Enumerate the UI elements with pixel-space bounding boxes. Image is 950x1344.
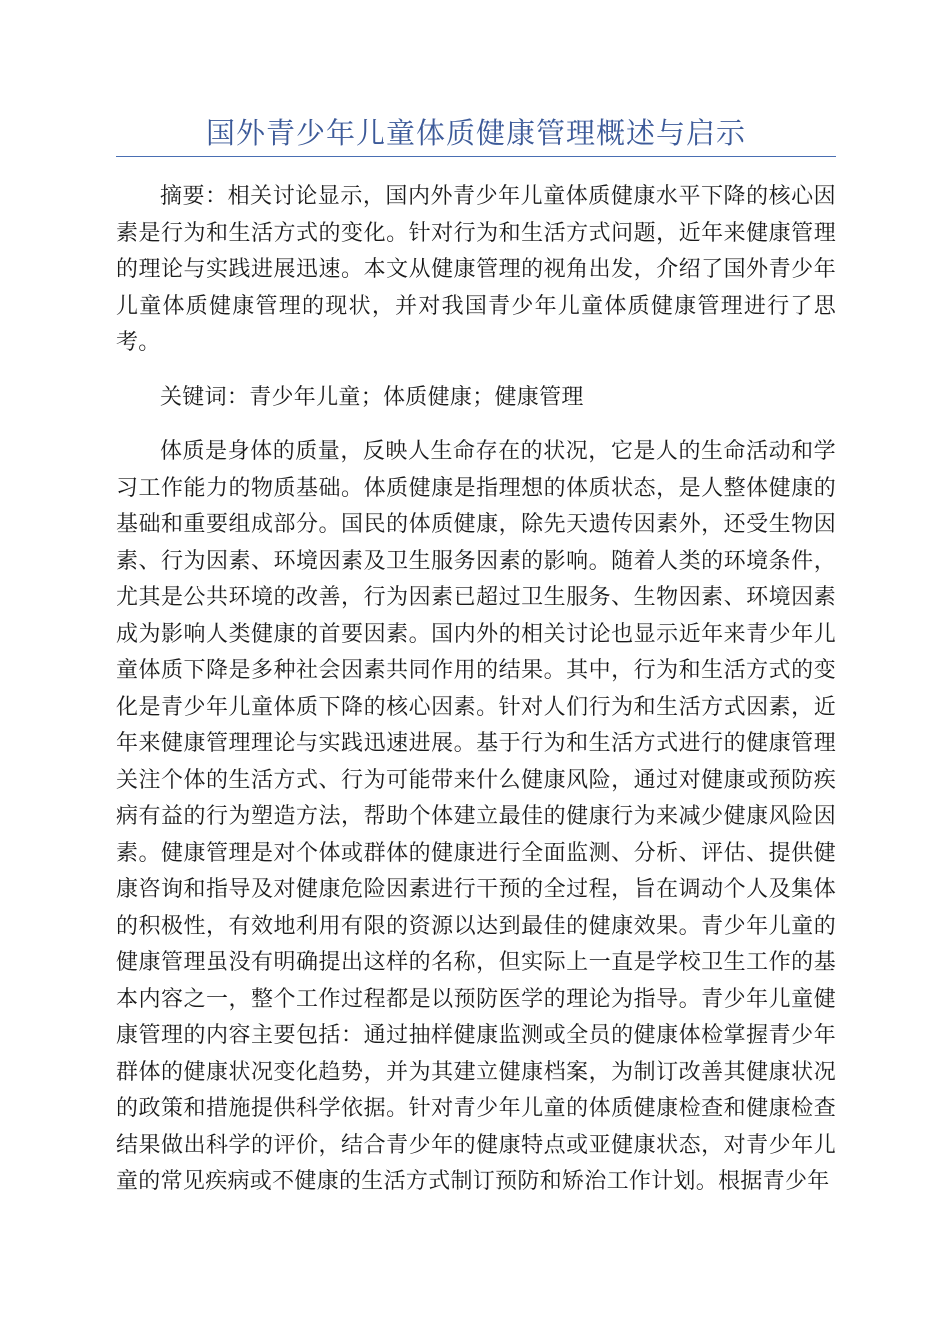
abstract-paragraph: 摘要：相关讨论显示，国内外青少年儿童体质健康水平下降的核心因素是行为和生活方式的变化。针对行为和生活方式问题，近年来健康管理的理论与实践进展迅速。本文从健康管理的视角出发，介绍了国外青少年儿童体质健康管理的现状，并对我国青少年儿童体质健康管理进行了思考。 <box>116 184 836 355</box>
document-page <box>116 110 836 1201</box>
document-title: 国外青少年儿童体质健康管理概述与启示 <box>205 116 746 150</box>
title-underline <box>116 156 836 157</box>
body-paragraph: 体质是身体的质量，反映人生命存在的状况，它是人的生命活动和学习工作能力的物质基础。体质健康是指理想的体质状态，是人整体健康的基础和重要组成部分。国民的体质健康，除先天遗传因素外，还受生物因素、行为因素、环境因素及卫生服务因素的影响。随着人类的环境条件，尤其是公共环境的改善，行为因素已超过卫生服务、生物因素、环境因素成为影响人类健康的首要因素。国内外的相关讨论也显示近年来青少年儿童体质下降是多种社会因素共同作用的结果。其中，行为和生活方式的变化是青少年儿童体质下降的核心因素。针对人们行为和生活方式因素，近年来健康管理理论与实践迅速进展。基于行为和生活方式进行的健康管理关注个体的生活方式、行为可能带来什么健康风险，通过对健康或预防疾病有益的行为塑造方法，帮助个体建立最佳的健康行为来减少健康风险因素。健康管理是对个体或群体的健康进行全面监测、分析、评估、提供健康咨询和指导及对健康危险因素进行干预的全过程，旨在调动个人及集体的积极性，有效地利用有限的资源以达到最佳的健康效果。青少年儿童的健康管理虽没有明确提出这样的名称，但实际上一直是学校卫生工作的基本内容之一，整个工作过程都是以预防医学的理论为指导。青少年儿童健康管理的内容主要包括：通过抽样健康监测或全员的健康体检掌握青少年群体的健康状况变化趋势，并为其建立健康档案，为制订改善其健康状况的政策和措施提供科学依据。针对青少年儿童的体质健康检查和健康检查结果做出科学的评价，结合青少年的健康特点或亚健康状态，对青少年儿童的常见疾病或不健康的生活方式制订预防和矫治工作计划。根据青少年 <box>116 439 836 1194</box>
keywords-paragraph: 关键词：青少年儿童；体质健康；健康管理 <box>160 384 584 410</box>
